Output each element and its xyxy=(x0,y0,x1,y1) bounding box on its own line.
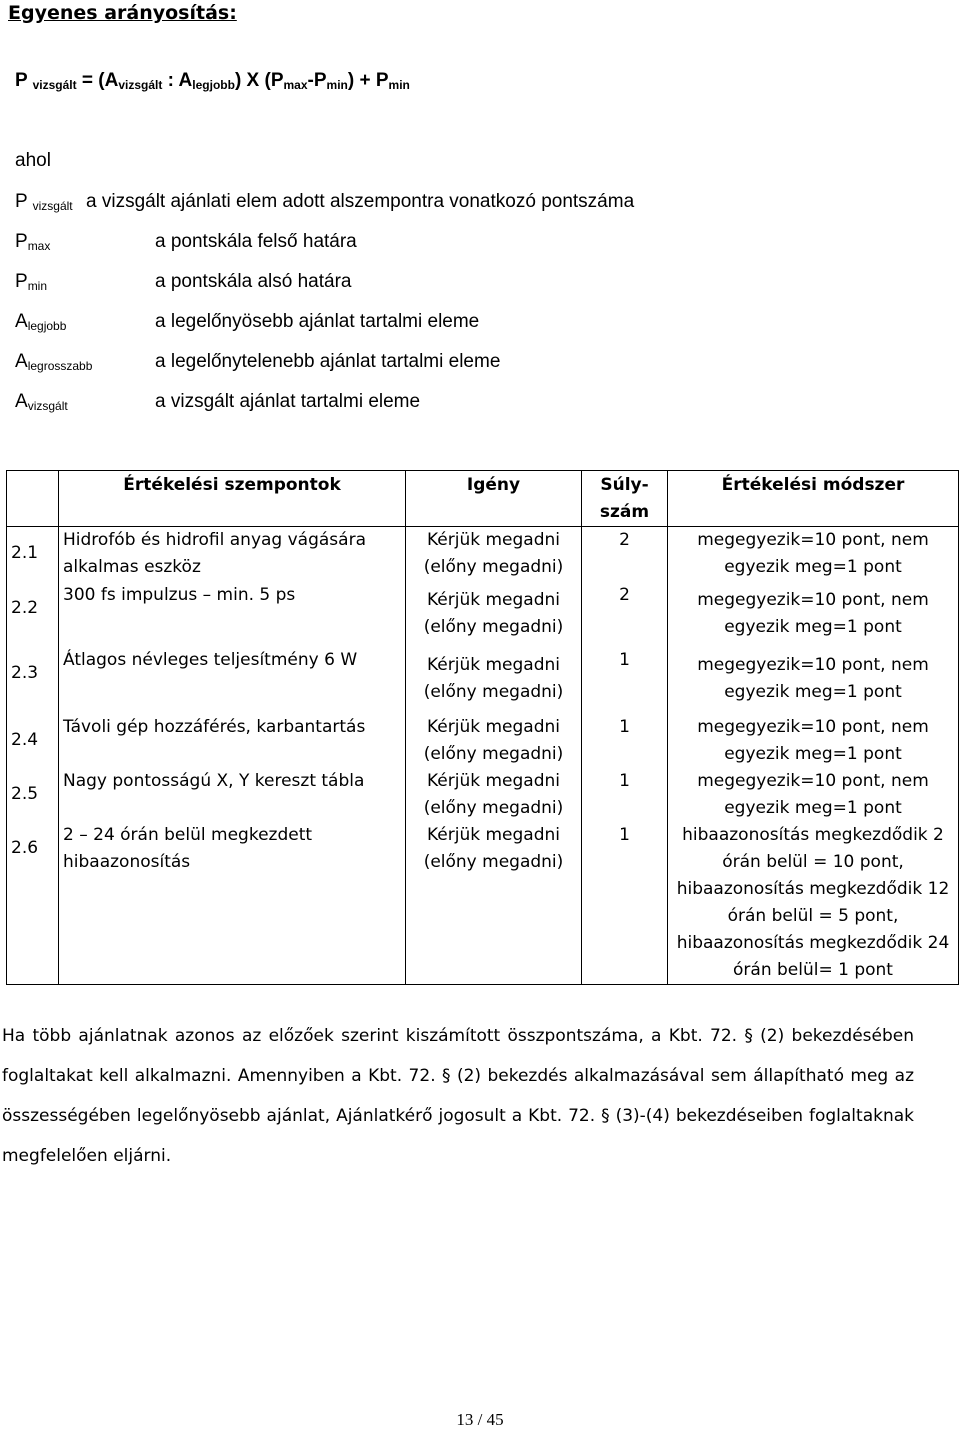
row-number: 2.5 xyxy=(7,768,59,822)
formula-part: = (A xyxy=(76,70,119,91)
row-weight: 1 xyxy=(582,768,668,822)
row-weight: 1 xyxy=(582,647,668,714)
header-demand: Igény xyxy=(406,471,582,527)
definition-text: a legelőnyösebb ajánlat tartalmi eleme xyxy=(155,311,480,332)
criteria-table xyxy=(6,470,959,985)
definition-symbol: P $_{vizsgált}$ xyxy=(15,191,73,213)
body-paragraph: Ha több ajánlatnak azonos az előzőek szerint kiszámított összpontszáma, a Kbt. 72. § (2) bekezdésében foglaltakat kell alkalmazni. Amennyiben a Kbt. 72. § (2) bekezdés alkalmazásával sem állapítható meg az összességében legelőnyösebb ajánlat, Ajánlatkérő jogosult a Kbt. 72. § (3)-(4) bekezdéseiben foglaltaknak megfelelően eljárni. xyxy=(2,1026,914,1166)
header-method: Értékelési módszer xyxy=(668,471,959,527)
row-method: megegyezik=10 pont, nem egyezik meg=1 pont xyxy=(668,527,959,582)
row-demand: Kérjük megadni (előny megadni) xyxy=(406,582,582,647)
formula-part: ) X (P xyxy=(234,70,284,91)
formula-subscript: vizsgált xyxy=(118,78,163,92)
table-row xyxy=(7,822,959,985)
definition-text: a pontskála felső határa xyxy=(155,231,357,252)
row-number: 2.2 xyxy=(7,582,59,647)
row-weight: 2 xyxy=(582,527,668,582)
definition-symbol: $A_{vizsgált}$ xyxy=(15,391,68,413)
row-criteria: Nagy pontosságú X, Y kereszt tábla xyxy=(59,768,406,822)
definition-text: a pontskála alsó határa xyxy=(155,271,352,292)
row-demand: Kérjük megadni (előny megadni) xyxy=(406,527,582,582)
definition-row xyxy=(15,191,635,213)
formula-subscript: vizsgált xyxy=(32,78,77,92)
row-method: hibaazonosítás megkezdődik 2 órán belül = 10 pont, hibaazonosítás megkezdődik 12 órán belül = 5 pont, hibaazonosítás megkezdődik 24 órán belül= 1 pont xyxy=(668,822,959,985)
row-criteria: Távoli gép hozzáférés, karbantartás xyxy=(59,714,406,768)
formula-subscript: min xyxy=(388,78,410,92)
section-heading: Egyenes arányosítás: xyxy=(8,2,237,24)
definition-row xyxy=(15,231,357,253)
row-number: 2.4 xyxy=(7,714,59,768)
definition-text: a vizsgált ajánlati elem adott alszempontra vonatkozó pontszáma xyxy=(86,191,635,212)
row-method: megegyezik=10 pont, nem egyezik meg=1 pont xyxy=(668,582,959,647)
row-weight: 1 xyxy=(582,714,668,768)
row-method: megegyezik=10 pont, nem egyezik meg=1 pont xyxy=(668,768,959,822)
row-number: 2.1 xyxy=(7,527,59,582)
formula-subscript: legjobb xyxy=(192,78,235,92)
header-weight: Súly-szám xyxy=(582,471,668,527)
definition-row xyxy=(15,391,421,413)
formula-subscript: min xyxy=(326,78,348,92)
table-row xyxy=(7,714,959,768)
header-criteria: Értékelési szempontok xyxy=(59,471,406,527)
formula-part: ) + P xyxy=(347,70,389,91)
row-number: 2.6 xyxy=(7,822,59,985)
formula-part: : A xyxy=(162,70,193,91)
table-row xyxy=(7,582,959,647)
formula-subscript: max xyxy=(283,78,308,92)
where-label: ahol xyxy=(15,150,51,171)
row-demand: Kérjük megadni (előny megadni) xyxy=(406,768,582,822)
row-weight: 2 xyxy=(582,582,668,647)
row-demand: Kérjük megadni (előny megadni) xyxy=(406,647,582,714)
definition-symbol: $A_{legjobb}$ xyxy=(15,311,67,333)
header-number xyxy=(7,471,59,527)
page-number: 13 / 45 xyxy=(456,1410,504,1429)
formula-part: P xyxy=(15,70,28,91)
row-demand: Kérjük megadni (előny megadni) xyxy=(406,822,582,985)
table-row xyxy=(7,768,959,822)
row-weight: 1 xyxy=(582,822,668,985)
row-criteria: 300 fs impulzus – min. 5 ps xyxy=(59,582,406,647)
definition-symbol: $P_{max}$ xyxy=(15,231,51,253)
row-number: 2.3 xyxy=(7,647,59,714)
definition-text: a vizsgált ajánlat tartalmi eleme xyxy=(155,391,421,412)
row-demand: Kérjük megadni (előny megadni) xyxy=(406,714,582,768)
definition-symbol: $A_{legrosszabb}$ xyxy=(15,351,93,373)
row-criteria: Átlagos névleges teljesítmény 6 W xyxy=(59,647,406,714)
row-method: megegyezik=10 pont, nem egyezik meg=1 pont xyxy=(668,714,959,768)
row-criteria: Hidrofób és hidrofil anyag vágására alkalmas eszköz xyxy=(59,527,406,582)
row-method: megegyezik=10 pont, nem egyezik meg=1 pont xyxy=(668,647,959,714)
formula xyxy=(15,70,410,92)
definition-symbol: $P_{min}$ xyxy=(15,271,48,293)
row-criteria: 2 – 24 órán belül megkezdett hibaazonosítás xyxy=(59,822,406,985)
definition-text: a legelőnytelenebb ajánlat tartalmi eleme xyxy=(155,351,501,372)
definition-row xyxy=(15,351,501,373)
definition-row xyxy=(15,271,352,293)
table-header-row xyxy=(7,471,959,527)
table-row xyxy=(7,527,959,582)
definition-row xyxy=(15,311,480,333)
formula-part: -P xyxy=(307,70,327,91)
table-row xyxy=(7,647,959,714)
